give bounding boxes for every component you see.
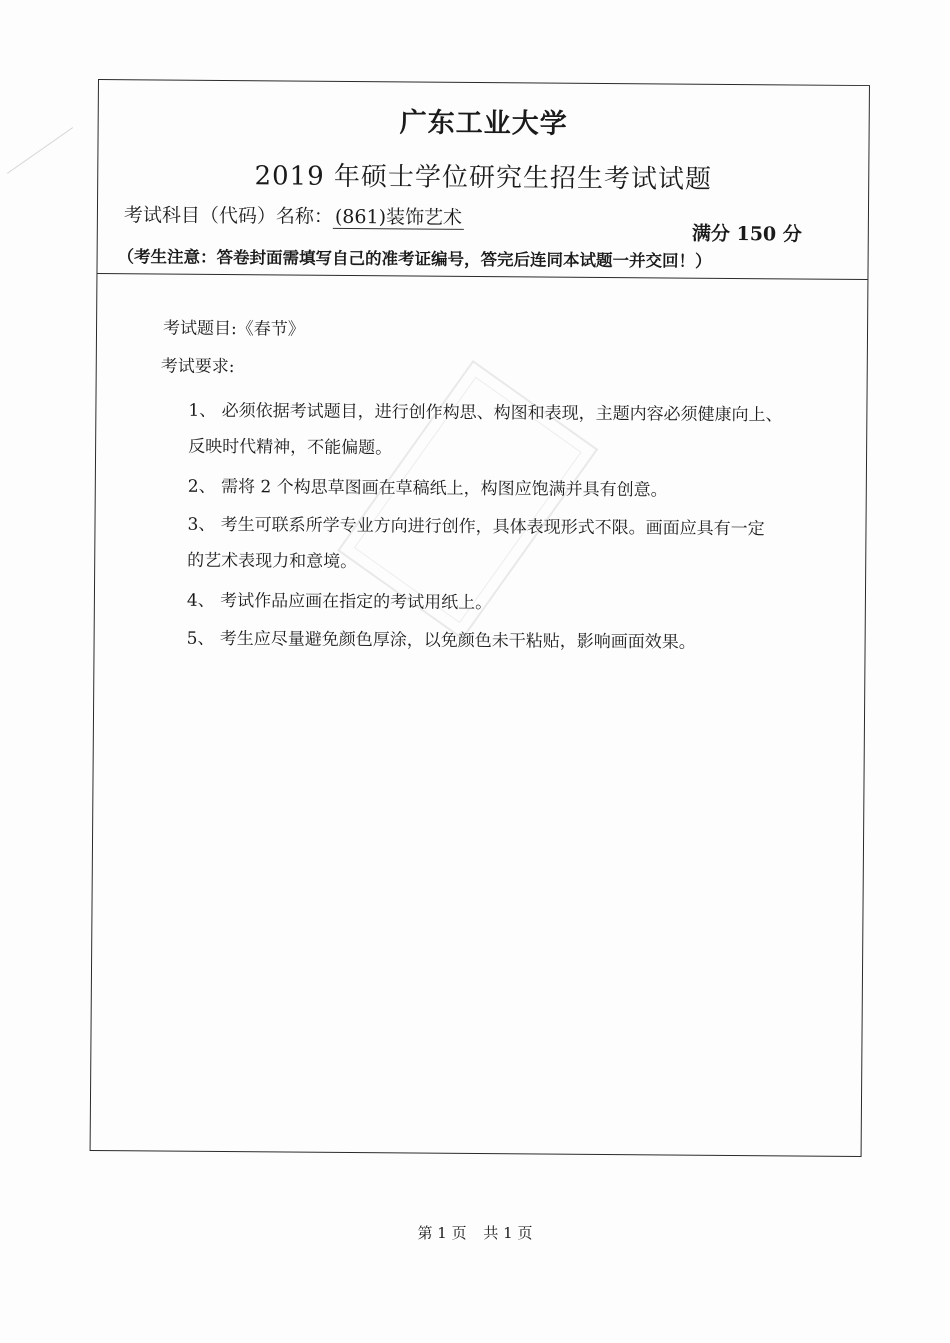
exam-topic: 考试题目:《春节》 bbox=[162, 318, 305, 340]
subject-line bbox=[124, 200, 464, 230]
requirement-4-line-1: 4、 考试作品应画在指定的考试用纸上。 bbox=[186, 590, 493, 614]
exam-body bbox=[135, 318, 837, 653]
subject-value: (861)装饰艺术 bbox=[333, 206, 464, 230]
requirement-1-line-1: 1、 必须依据考试题目，进行创作构思、构图和表现，主题内容必须健康向上、 bbox=[188, 400, 783, 426]
candidate-notice: （考生注意：答卷封面需填写自己的准考证编号，答完后连同本试题一并交回！） bbox=[117, 247, 712, 271]
requirement-2-line-1: 2、 需将 2 个构思草图画在草稿纸上，构图应饱满并具有创意。 bbox=[187, 476, 668, 501]
requirement-5-line-1: 5、 考生应尽量避免颜色厚涂，以免颜色未干粘贴，影响画面效果。 bbox=[186, 628, 696, 653]
requirement-1-line-2: 反映时代精神，不能偏题。 bbox=[188, 436, 393, 459]
scan-artifact-line bbox=[7, 127, 73, 174]
exam-frame bbox=[90, 79, 870, 1157]
requirements-title: 考试要求: bbox=[160, 356, 235, 378]
requirement-3-line-1: 3、 考生可联系所学专业方向进行创作，具体表现形式不限。画面应具有一定 bbox=[187, 514, 765, 540]
requirement-3-line-2: 的艺术表现力和意境。 bbox=[187, 550, 358, 573]
page-footer bbox=[0, 1222, 950, 1243]
exam-title: 2019 年硕士学位研究生招生考试试题 bbox=[254, 161, 713, 195]
page-number: 第 1 页 bbox=[417, 1224, 467, 1242]
exam-header bbox=[97, 80, 868, 280]
subject-label: 考试科目（代码）名称： bbox=[123, 204, 334, 228]
page-total: 共 1 页 bbox=[483, 1224, 533, 1242]
university-name: 广东工业大学 bbox=[399, 107, 568, 140]
full-score: 满分 150 分 bbox=[691, 222, 802, 246]
